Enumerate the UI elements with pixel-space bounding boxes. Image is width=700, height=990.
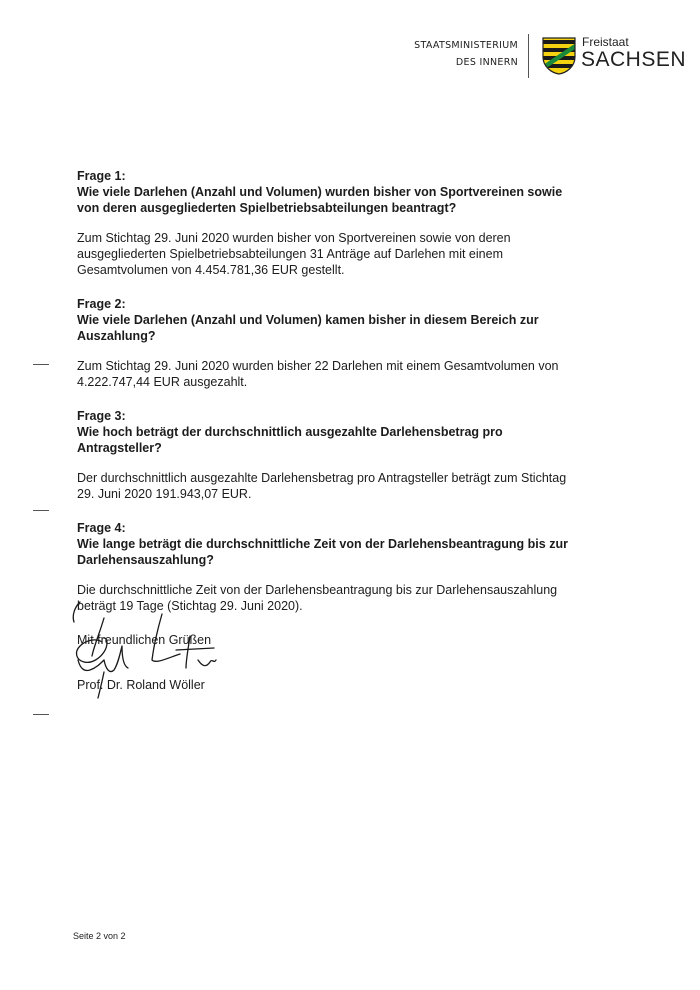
- letterhead: [0, 34, 700, 84]
- fold-mark-middle: [33, 510, 49, 511]
- ministry-name: [414, 37, 518, 71]
- state-name-large: SACHSEN: [581, 48, 687, 71]
- fold-mark-top: [33, 364, 49, 365]
- question-label: Frage 2:: [77, 297, 126, 311]
- question-block-3: [77, 408, 577, 502]
- closing-salutation: Mit freundlichen Grüßen: [77, 633, 212, 647]
- question-block-1: [77, 168, 577, 278]
- answer-text: Zum Stichtag 29. Juni 2020 wurden bisher 22 Darlehen mit einem Gesamtvolumen von 4.222.747,44 EUR ausgezahlt.: [77, 359, 559, 389]
- letterhead-divider: [528, 34, 529, 78]
- question-block-2: [77, 296, 577, 390]
- answer-text: Der durchschnittlich ausgezahlte Darlehensbetrag pro Antragsteller beträgt zum Stichtag 29. Juni 2020 191.943,07 EUR.: [77, 471, 567, 501]
- question-text: Wie hoch beträgt der durchschnittlich ausgezahlte Darlehensbetrag pro Antragsteller?: [77, 425, 503, 455]
- answer-text: Die durchschnittliche Zeit von der Darlehensbeantragung bis zur Darlehensauszahlung beträgt 19 Tage (Stichtag 29. Juni 2020).: [77, 583, 558, 613]
- question-text: Wie viele Darlehen (Anzahl und Volumen) wurden bisher von Sportvereinen sowie von deren ausgegliederten Spielbetriebsabteilungen beantragt?: [77, 185, 563, 215]
- signer-name: Prof. Dr. Roland Wöller: [77, 678, 205, 692]
- question-text: Wie viele Darlehen (Anzahl und Volumen) kamen bisher in diesem Bereich zur Auszahlung?: [77, 313, 539, 343]
- fold-mark-bottom: [33, 714, 49, 715]
- page-number: Seite 2 von 2: [73, 931, 126, 941]
- ministry-line-1: STAATSMINISTERIUM: [414, 40, 518, 51]
- question-text: Wie lange beträgt die durchschnittliche Zeit von der Darlehensbeantragung bis zur Darlehensauszahlung?: [77, 537, 568, 567]
- ministry-line-2: DES INNERN: [455, 57, 518, 68]
- saxony-coat-of-arms-icon: [542, 37, 576, 75]
- answer-text: Zum Stichtag 29. Juni 2020 wurden bisher von Sportvereinen sowie von deren ausgegliederten Spielbetriebsabteilungen 31 Anträge auf Darlehen mit einem Gesamtvolumen von 4.454.781,36 EUR gestellt.: [77, 231, 511, 277]
- state-name-small: Freistaat: [582, 35, 629, 49]
- question-label: Frage 3:: [77, 409, 126, 423]
- question-label: Frage 1:: [77, 169, 126, 183]
- letter-body: [77, 168, 577, 648]
- question-label: Frage 4:: [77, 521, 126, 535]
